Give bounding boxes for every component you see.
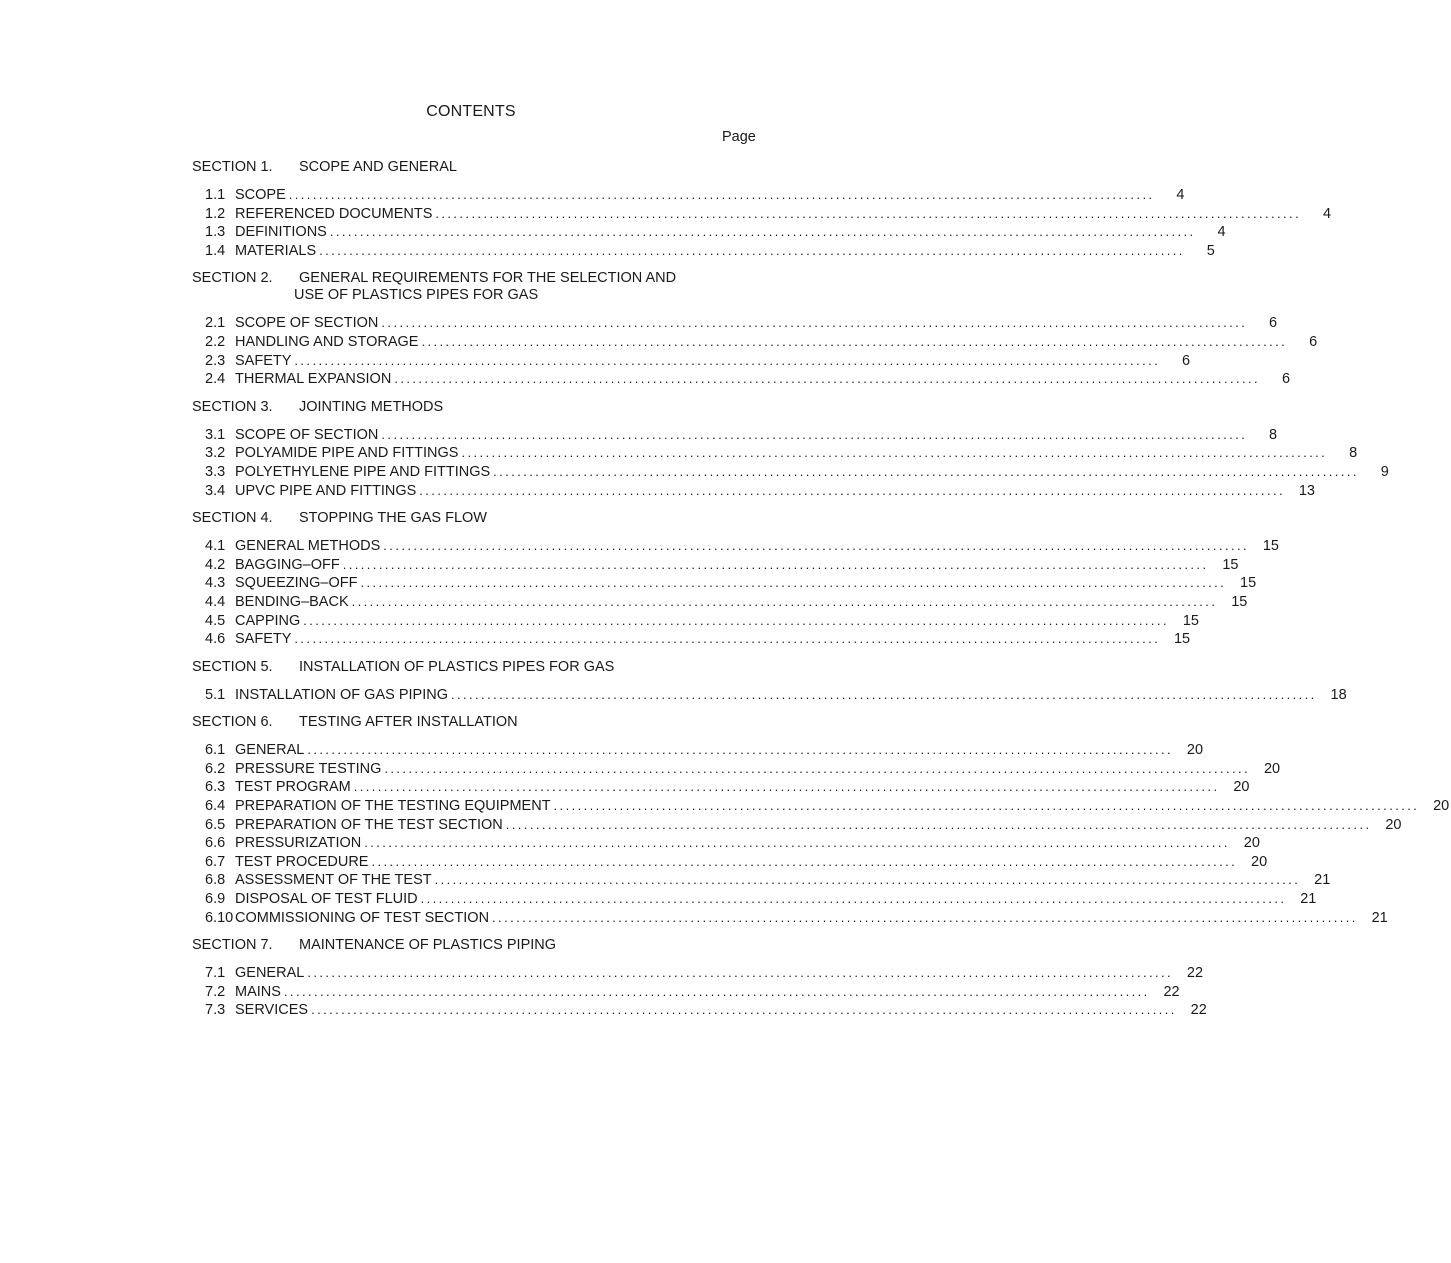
entry-page-number: 15 — [1173, 631, 1191, 648]
entry-number: 5.1 — [205, 686, 226, 703]
toc-section — [192, 937, 1207, 1020]
entry-number: 7.2 — [205, 983, 226, 1000]
entry-number: 4.2 — [205, 556, 226, 573]
entry-title: PREPARATION OF THE TEST SECTION — [235, 816, 503, 833]
toc-entry[interactable] — [192, 1001, 1207, 1020]
entry-title: PREPARATION OF THE TESTING EQUIPMENT — [235, 798, 551, 815]
entry-number: 6.4 — [205, 798, 226, 815]
toc-entry[interactable] — [192, 909, 1388, 928]
toc-entry[interactable] — [192, 983, 1180, 1002]
entry-number: 4.6 — [205, 631, 226, 648]
section-number: SECTION 3. — [192, 398, 273, 415]
dot-leader: ................................................................................................................................................ — [283, 983, 1150, 999]
entry-number: 2.4 — [205, 371, 226, 388]
toc-entry[interactable] — [192, 242, 1215, 261]
entry-page-number: 20 — [1263, 760, 1281, 777]
entry-number: 6.3 — [205, 779, 226, 796]
dot-leader: ................................................................................................................................................ — [450, 686, 1317, 702]
entry-page-number: 20 — [1433, 798, 1450, 815]
section-title — [299, 510, 719, 527]
entry-number: 6.5 — [205, 816, 226, 833]
entry-number: 1.4 — [205, 242, 226, 259]
entry-title: ASSESSMENT OF THE TEST — [235, 872, 432, 889]
dot-leader: ................................................................................................................................................ — [553, 798, 1420, 814]
entry-page-number: 15 — [1222, 556, 1239, 573]
dot-leader: ................................................................................................................................................ — [342, 556, 1209, 572]
section-heading — [192, 510, 762, 527]
toc-entry[interactable] — [192, 686, 1347, 705]
entry-number: 3.1 — [205, 426, 226, 443]
toc-entry[interactable] — [192, 741, 1204, 760]
toc-entry[interactable] — [192, 537, 1279, 556]
entry-number: 6.1 — [205, 742, 226, 759]
dot-leader: ................................................................................................................................................ — [493, 463, 1359, 479]
entry-page-number: 20 — [1243, 835, 1260, 852]
entry-page-number: 6 — [1281, 371, 1291, 388]
toc-entry[interactable] — [192, 223, 1226, 242]
entry-number: 4.5 — [205, 612, 226, 629]
entry-page-number: 20 — [1251, 853, 1268, 870]
section-heading — [192, 399, 762, 416]
toc-entry[interactable] — [192, 853, 1268, 872]
section-title — [299, 399, 719, 416]
toc-section — [192, 398, 1389, 500]
entry-title: GENERAL — [235, 742, 305, 759]
entry-title: GENERAL — [235, 965, 305, 982]
entry-page-number: 6 — [1182, 352, 1191, 369]
dot-leader: ................................................................................................................................................ — [307, 965, 1174, 981]
toc-entry[interactable] — [192, 964, 1204, 983]
entry-number: 7.3 — [205, 1002, 226, 1019]
toc-entry[interactable] — [192, 352, 1191, 371]
toc-entry[interactable] — [192, 612, 1199, 631]
toc-entry[interactable] — [192, 482, 1315, 501]
entry-page-number: 20 — [1186, 742, 1204, 759]
entry-page-number: 9 — [1380, 463, 1389, 480]
dot-leader: ................................................................................................................................................ — [371, 853, 1238, 869]
entry-title: BAGGING–OFF — [235, 556, 340, 573]
entry-title: SAFETY — [235, 352, 292, 369]
toc-section — [192, 159, 1332, 260]
dot-leader: ................................................................................................................................................ — [384, 760, 1251, 776]
page-column-label: Page — [722, 129, 756, 145]
entry-number: 2.3 — [205, 352, 226, 369]
toc-entry[interactable] — [192, 574, 1257, 593]
toc-section — [192, 714, 1450, 927]
toc-entry[interactable] — [192, 370, 1291, 389]
toc-section — [192, 510, 1279, 649]
dot-leader: ................................................................................................................................................ — [364, 835, 1230, 851]
entry-number: 1.2 — [205, 205, 226, 222]
entry-title: BENDING–BACK — [235, 593, 349, 610]
entry-number: 6.9 — [205, 891, 226, 908]
entry-number: 3.2 — [205, 445, 226, 462]
dot-leader: ................................................................................................................................................ — [351, 593, 1218, 609]
entry-number: 4.3 — [205, 575, 226, 592]
entry-page-number: 15 — [1182, 612, 1199, 629]
table-of-contents — [192, 159, 1450, 1030]
entry-title: CAPPING — [235, 612, 301, 629]
entry-title: DISPOSAL OF TEST FLUID — [235, 891, 418, 908]
dot-leader: ................................................................................................................................................ — [294, 352, 1161, 368]
section-title-line: TESTING AFTER INSTALLATION — [299, 714, 518, 731]
section-number: SECTION 7. — [192, 937, 273, 954]
dot-leader: ................................................................................................................................................ — [307, 742, 1174, 758]
toc-entry[interactable] — [192, 890, 1317, 909]
section-title — [299, 937, 719, 954]
section-title — [299, 159, 719, 176]
entry-number: 4.1 — [205, 538, 226, 555]
dot-leader: ................................................................................................................................................ — [360, 575, 1227, 591]
dot-leader: ................................................................................................................................................ — [319, 242, 1185, 258]
entry-title: MATERIALS — [235, 242, 317, 259]
entry-number: 3.4 — [205, 482, 226, 499]
entry-title: COMMISSIONING OF TEST SECTION — [235, 909, 490, 926]
toc-entry[interactable] — [192, 186, 1185, 205]
dot-leader: ................................................................................................................................................ — [461, 445, 1328, 461]
entry-title: REFERENCED DOCUMENTS — [235, 205, 433, 222]
entry-number: 4.4 — [205, 593, 226, 610]
page-title: CONTENTS — [426, 103, 516, 120]
entry-title: HANDLING AND STORAGE — [235, 333, 419, 350]
entry-number: 6.2 — [205, 760, 226, 777]
section-number: SECTION 2. — [192, 270, 273, 287]
entry-page-number: 21 — [1314, 872, 1331, 889]
dot-leader: ................................................................................................................................................ — [329, 224, 1196, 240]
entry-page-number: 22 — [1163, 983, 1180, 1000]
entry-title: SAFETY — [235, 631, 292, 648]
toc-section — [192, 270, 1318, 388]
dot-leader: ................................................................................................................................................ — [421, 333, 1288, 349]
toc-entry[interactable] — [192, 205, 1332, 224]
dot-leader: ................................................................................................................................................ — [288, 187, 1155, 202]
entry-page-number: 5 — [1206, 242, 1215, 259]
entry-title: SERVICES — [235, 1002, 309, 1019]
toc-section — [192, 658, 1347, 705]
section-title-line: GENERAL REQUIREMENTS FOR THE SELECTION AND — [299, 270, 677, 287]
entry-page-number: 13 — [1298, 482, 1315, 499]
entry-number: 6.10 — [205, 909, 234, 926]
toc-entry[interactable] — [192, 816, 1402, 835]
entry-title: DEFINITIONS — [235, 224, 327, 241]
entry-title: SCOPE OF SECTION — [235, 426, 379, 443]
entry-number: 2.2 — [205, 333, 226, 350]
section-title-line: JOINTING METHODS — [299, 398, 444, 415]
entry-title: GENERAL METHODS — [235, 538, 381, 555]
entry-page-number: 15 — [1231, 593, 1248, 610]
entry-title: SQUEEZING–OFF — [235, 575, 358, 592]
entry-title: TEST PROCEDURE — [235, 853, 369, 870]
toc-entry[interactable] — [192, 760, 1281, 779]
entry-title: THERMAL EXPANSION — [235, 371, 392, 388]
entry-page-number: 8 — [1349, 445, 1358, 462]
entry-page-number: 15 — [1240, 575, 1257, 592]
entry-title: SCOPE OF SECTION — [235, 315, 379, 332]
entry-page-number: 21 — [1300, 891, 1317, 908]
dot-leader: ................................................................................................................................................ — [311, 1002, 1177, 1018]
entry-page-number: 21 — [1371, 909, 1388, 926]
entry-title: INSTALLATION OF GAS PIPING — [235, 686, 448, 703]
entry-page-number: 20 — [1233, 779, 1250, 796]
toc-entry[interactable] — [192, 426, 1278, 445]
entry-page-number: 6 — [1269, 315, 1278, 332]
entry-number: 7.1 — [205, 965, 226, 982]
entry-page-number: 4 — [1323, 205, 1332, 222]
section-number: SECTION 5. — [192, 658, 273, 675]
entry-page-number: 18 — [1330, 686, 1347, 703]
toc-entry[interactable] — [192, 556, 1239, 575]
section-title — [299, 659, 719, 676]
entry-title: PRESSURE TESTING — [235, 760, 382, 777]
toc-entry[interactable] — [192, 314, 1278, 333]
dot-leader: ................................................................................................................................................ — [303, 612, 1169, 628]
dot-leader: ................................................................................................................................................ — [381, 426, 1248, 442]
dot-leader: ................................................................................................................................................ — [434, 872, 1301, 888]
toc-entry[interactable] — [192, 333, 1318, 352]
dot-leader: ................................................................................................................................................ — [420, 891, 1287, 907]
toc-entry[interactable] — [192, 871, 1331, 890]
section-title-line: INSTALLATION OF PLASTICS PIPES FOR GAS — [299, 658, 615, 675]
section-heading — [192, 937, 762, 954]
entry-page-number: 15 — [1262, 538, 1279, 555]
section-title — [294, 270, 719, 304]
dot-leader: ................................................................................................................................................ — [294, 631, 1161, 647]
entry-title: UPVC PIPE AND FITTINGS — [235, 482, 417, 499]
section-title — [299, 714, 719, 731]
section-number: SECTION 6. — [192, 714, 273, 731]
entry-number: 6.6 — [205, 835, 226, 852]
entry-number: 6.7 — [205, 853, 226, 870]
entry-title: POLYETHYLENE PIPE AND FITTINGS — [235, 463, 491, 480]
entry-number: 1.3 — [205, 224, 226, 241]
entry-number: 2.1 — [205, 315, 226, 332]
dot-leader: ................................................................................................................................................ — [435, 205, 1302, 221]
dot-leader: ................................................................................................................................................ — [383, 538, 1249, 554]
dot-leader: ................................................................................................................................................ — [492, 909, 1358, 925]
entry-title: PRESSURIZATION — [235, 835, 362, 852]
entry-page-number: 22 — [1190, 1002, 1207, 1019]
section-title-line: STOPPING THE GAS FLOW — [299, 510, 487, 527]
entry-title: TEST PROGRAM — [235, 779, 351, 796]
toc-entry[interactable] — [192, 593, 1248, 612]
entry-page-number: 4 — [1176, 187, 1185, 203]
section-title-line: MAINTENANCE OF PLASTICS PIPING — [299, 937, 557, 954]
toc-entry[interactable] — [192, 778, 1250, 797]
toc-entry[interactable] — [192, 797, 1450, 816]
entry-page-number: 8 — [1269, 426, 1278, 443]
entry-title: POLYAMIDE PIPE AND FITTINGS — [235, 445, 459, 462]
dot-leader: ................................................................................................................................................ — [394, 371, 1261, 387]
entry-title: SCOPE — [235, 187, 286, 203]
entry-title: MAINS — [235, 983, 281, 1000]
entry-number: 1.1 — [205, 187, 226, 203]
toc-entry[interactable] — [192, 444, 1358, 463]
section-heading — [192, 270, 762, 304]
dot-leader: ................................................................................................................................................ — [353, 779, 1220, 795]
dot-leader: ................................................................................................................................................ — [419, 482, 1285, 498]
dot-leader: ................................................................................................................................................ — [381, 315, 1248, 331]
toc-entry[interactable] — [192, 630, 1191, 649]
section-title-line: USE OF PLASTICS PIPES FOR GAS — [294, 287, 539, 304]
entry-number: 6.8 — [205, 872, 226, 889]
section-title-line: SCOPE AND GENERAL — [299, 159, 457, 175]
section-number: SECTION 1. — [192, 159, 273, 175]
entry-page-number: 4 — [1217, 224, 1226, 241]
section-number: SECTION 4. — [192, 510, 273, 527]
section-heading — [192, 159, 762, 176]
section-heading — [192, 659, 762, 676]
dot-leader: ................................................................................................................................................ — [505, 816, 1372, 832]
entry-page-number: 6 — [1309, 333, 1318, 350]
entry-number: 3.3 — [205, 463, 226, 480]
entry-page-number: 22 — [1186, 965, 1204, 982]
toc-entry[interactable] — [192, 834, 1260, 853]
entry-page-number: 20 — [1385, 816, 1402, 833]
toc-entry[interactable] — [192, 463, 1389, 482]
section-heading — [192, 714, 762, 731]
